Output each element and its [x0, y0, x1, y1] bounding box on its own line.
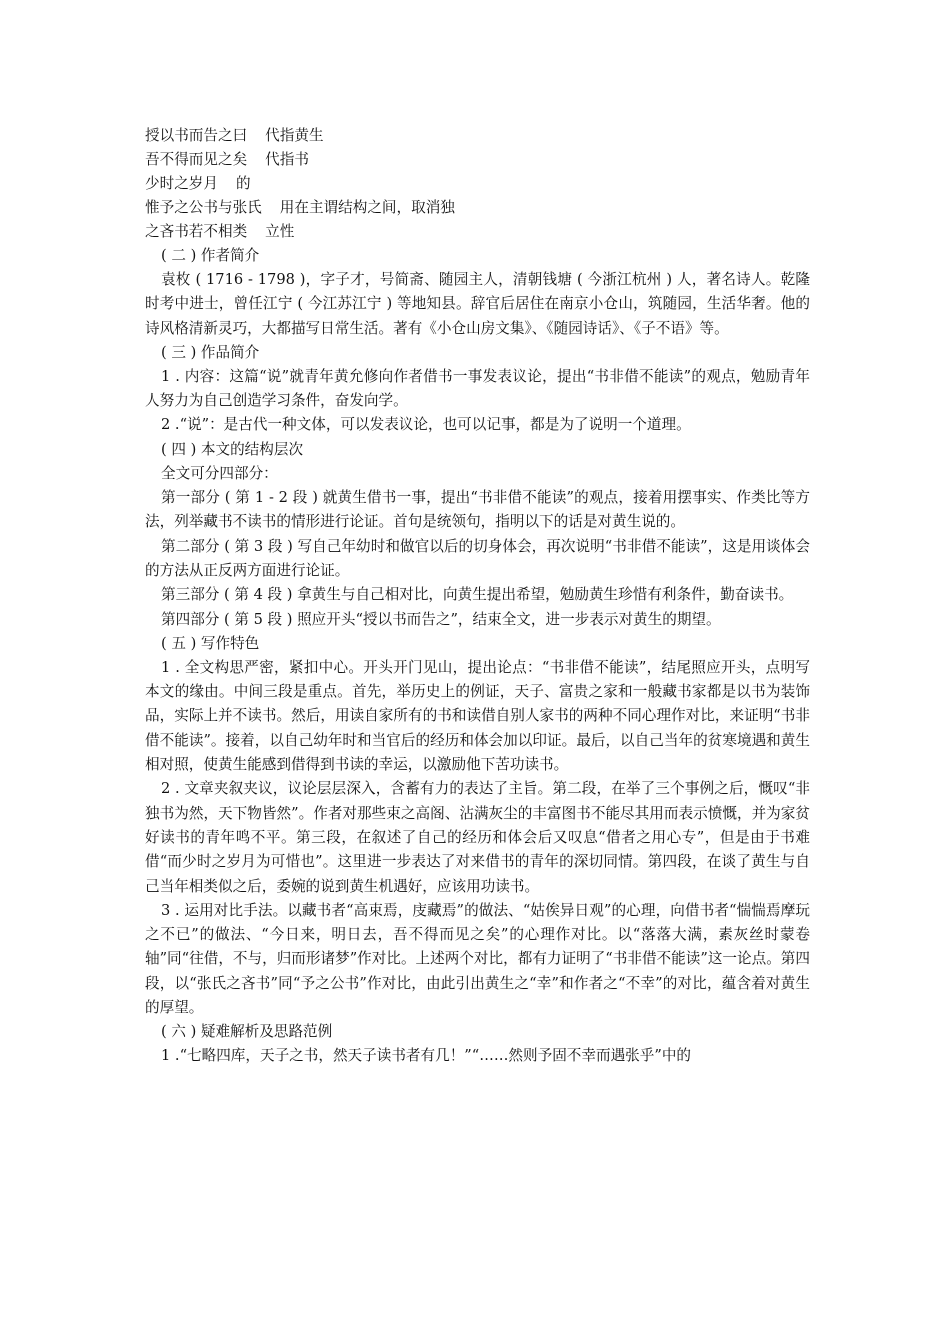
- feature-paragraph-1: 1 . 全文构思严密，紧扣中心。开头开门见山，提出论点：“书非借不能读”，结尾照应开头，点明写本文的缘由。中间三段是重点。首先，举历史上的例证，天子、富贵之家和一般藏书家都是以书为装饰品，实际上并不读书。然后，用读自家所有的书和读借自别人家书的两种不同心理作对比，来证明“书非借不能读”。接着，以自己幼年时和当官后的经历和体会加以印证。最后，以自己当年的贫寒境遇和黄生相对照，使黄生能感到借得到书读的幸运，以激励他下苦功读书。: [145, 658, 810, 774]
- section-heading-analysis: ( 六 ) 疑难解析及思路范例: [161, 1023, 333, 1041]
- work-genre-paragraph: 2 .“说”：是古代一种文体，可以发表议论，也可以记事，都是为了说明一个道理。: [161, 416, 691, 434]
- vocab-note: 的: [235, 175, 251, 192]
- feature-paragraph-3: 3 . 运用对比手法。以藏书者“高束焉，庋藏焉”的做法、“姑俟异日观”的心理，向借书者“惴惴焉摩玩之不已”的做法、“今日来，明日去，吾不得而见之矣”的心理作对比。以“落落大满，素灰丝时蒙卷轴”同“往借，不与，归而形诸梦”作对比。上述两个对比，都有力证明了“书非借不能读”这一论点。第四段，以“张氏之吝书”同“予之公书”作对比，由此引出黄生之“幸”和作者之“不幸”的对比，蕴含着对黄生的厚望。: [145, 901, 810, 1017]
- document-page: [145, 124, 810, 1069]
- vocab-phrase: 之吝书若不相类: [145, 223, 248, 240]
- vocab-phrase: 惟予之公书与张氏: [145, 199, 262, 216]
- section-heading-work: ( 三 ) 作品简介: [161, 343, 260, 361]
- vocab-phrase: 少时之岁月: [145, 175, 218, 192]
- vocab-phrase: 授以书而告之曰: [145, 127, 248, 144]
- structure-intro: 全文可分四部分：: [161, 464, 278, 482]
- author-intro-paragraph: 袁枚 ( 1716 - 1798 )，字子才，号简斋、随园主人，清朝钱塘 ( 今浙江杭州 ) 人，著名诗人。乾隆时考中进士，曾任江宁 ( 今江苏江宁 ) 等地知县。辞官后居住在南京小仓山，筑随园，生活华奢。他的诗风格清新灵巧，大都描写日常生活。著有《小仓山房文集》、《随园诗话》、《子不语》等。: [145, 271, 810, 337]
- vocab-row: [145, 220, 810, 244]
- section-heading-structure: ( 四 ) 本文的结构层次: [161, 440, 304, 458]
- vocab-row: [145, 196, 810, 220]
- vocab-row: [145, 148, 810, 172]
- section-heading-features: ( 五 ) 写作特色: [161, 634, 260, 652]
- work-content-paragraph: 1 . 内容：这篇“说”就青年黄允修向作者借书一事发表议论，提出“书非借不能读”的观点，勉励青年人努力为自己创造学习条件，奋发向学。: [145, 367, 810, 410]
- vocab-row: [145, 124, 810, 148]
- vocab-note: 代指黄生: [265, 127, 324, 144]
- vocab-note: 代指书: [265, 151, 309, 168]
- structure-part-4: 第四部分 ( 第 5 段 ) 照应开头“授以书而告之”，结束全文，进一步表示对黄生的期望。: [161, 610, 721, 628]
- structure-part-2: 第二部分 ( 第 3 段 ) 写自己年幼时和做官以后的切身体会，再次说明“书非借不能读”，这是用谈体会的方法从正反两方面进行论证。: [145, 537, 810, 579]
- vocab-row: [145, 172, 810, 196]
- vocab-phrase: 吾不得而见之矣: [145, 151, 248, 168]
- structure-part-1: 第一部分 ( 第 1 - 2 段 ) 就黄生借书一事，提出“书非借不能读”的观点，接着用摆事实、作类比等方法，列举藏书不读书的情形进行论证。首句是统领句，指明以下的话是对黄生说的。: [145, 489, 810, 531]
- analysis-paragraph-1: 1 .“七略四库，天子之书，然天子读书者有几！”“……然则予固不幸而遇张乎”中的: [161, 1047, 692, 1065]
- vocab-note: 用在主谓结构之间，取消独: [279, 199, 455, 216]
- structure-part-3: 第三部分 ( 第 4 段 ) 拿黄生与自己相对比，向黄生提出希望，勉励黄生珍惜有利条件，勤奋读书。: [161, 586, 794, 604]
- feature-paragraph-2: 2 . 文章夹叙夹议，议论层层深入，含蓄有力的表达了主旨。第二段，在举了三个事例之后，慨叹“非独书为然，天下物皆然”。作者对那些束之高阁、沾满灰尘的丰富图书不能尽其用而表示愤慨，并为家贫好读书的青年鸣不平。第三段，在叙述了自己的经历和体会后又叹息“借者之用心专”，但是由于书难借“而少时之岁月为可惜也”。这里进一步表达了对来借书的青年的深切同情。第四段，在谈了黄生与自己当年相类似之后，委婉的说到黄生机遇好，应该用功读书。: [145, 780, 810, 895]
- section-heading-author: ( 二 ) 作者简介: [161, 247, 260, 264]
- vocab-note: 立性: [265, 223, 295, 240]
